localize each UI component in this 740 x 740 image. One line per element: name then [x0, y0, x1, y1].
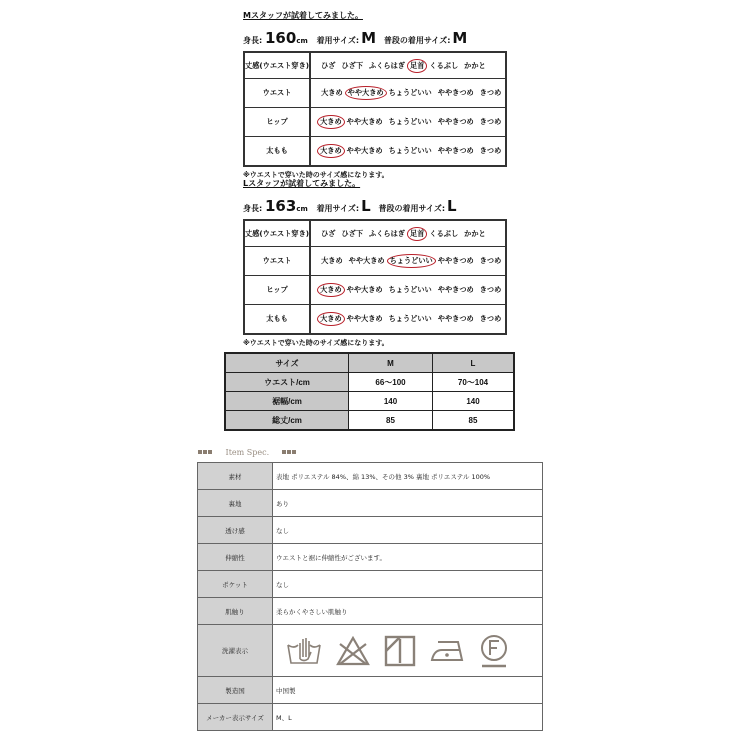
fit-row-label: ウエスト	[244, 79, 310, 108]
fit-row-label: 太もも	[244, 305, 310, 335]
staff-m-section	[243, 10, 502, 180]
spec-key: 製造国	[198, 677, 273, 704]
fit-option: ひざ下	[341, 228, 364, 238]
low-iron-icon	[430, 638, 464, 664]
height-label: 身長:	[243, 36, 263, 45]
fit-option: やや大きめ	[346, 146, 383, 155]
size-table	[224, 352, 515, 431]
table-row	[225, 373, 514, 392]
staff-m-fit-table	[243, 51, 507, 167]
square-ornament-icon	[203, 450, 207, 454]
fit-option: ひざ	[321, 228, 336, 238]
table-row	[244, 137, 506, 167]
fit-row-label: 丈感(ウエスト穿き)	[244, 220, 310, 247]
table-row	[244, 220, 506, 247]
table-row	[244, 276, 506, 305]
usual-size-label: 普段の着用サイズ:	[383, 36, 451, 45]
fit-option: きつめ	[479, 146, 502, 155]
staff-m-stats	[243, 28, 498, 48]
fit-option: ちょうどいい	[388, 285, 432, 294]
height-value: 163	[265, 197, 297, 215]
spec-key: 伸縮性	[198, 544, 273, 571]
table-row	[198, 490, 543, 517]
fit-options	[310, 79, 506, 108]
fit-option: かかと	[464, 60, 486, 70]
fit-option: ふくらはぎ	[369, 228, 405, 238]
spec-value: M、L	[273, 704, 543, 731]
fit-option: ちょうどいい	[388, 146, 432, 155]
staff-l-stats	[243, 196, 498, 216]
size-cell: 140	[433, 392, 515, 411]
fit-option-selected: 大きめ	[317, 144, 345, 158]
fit-option: くるぶし	[429, 228, 459, 238]
staff-m-heading: Mスタッフが試着してみました。	[243, 11, 363, 20]
staff-l-heading: Lスタッフが試着してみました。	[243, 179, 361, 188]
fit-options	[310, 247, 506, 276]
table-row	[244, 79, 506, 108]
spec-value: ウエストと裾に伸縮性がございます。	[273, 544, 543, 571]
fit-option: やや大きめ	[346, 285, 383, 294]
fit-options	[310, 305, 506, 335]
fit-option-selected: 大きめ	[317, 312, 345, 326]
table-row	[198, 704, 543, 731]
fit-option: ひざ	[321, 60, 336, 70]
line-dry-shade-icon	[384, 635, 416, 667]
spec-value: 表地 ポリエステル 84%、綿 13%、その他 3% 裏地 ポリエステル 100%	[273, 463, 543, 490]
care-icons-cell	[273, 625, 543, 677]
fit-option: やや大きめ	[346, 117, 383, 126]
size-table-header	[225, 353, 514, 373]
square-ornament-icon	[198, 450, 202, 454]
spec-value: なし	[273, 517, 543, 544]
table-row	[198, 598, 543, 625]
worn-size-label: 着用サイズ:	[316, 204, 360, 213]
fit-option: ややきつめ	[437, 117, 474, 126]
fit-options	[310, 137, 506, 167]
size-cell: 85	[433, 411, 515, 431]
usual-size: M	[452, 29, 468, 47]
item-spec-title	[198, 447, 297, 457]
dry-clean-f-icon	[478, 634, 510, 668]
size-header-cell: L	[433, 353, 515, 373]
table-row	[198, 677, 543, 704]
worn-size-label: 着用サイズ:	[316, 36, 360, 45]
fit-option: 大きめ	[321, 256, 343, 265]
fit-option: 大きめ	[321, 88, 343, 97]
fit-option: ひざ下	[341, 60, 364, 70]
spec-key: ポケット	[198, 571, 273, 598]
fit-option-selected: ちょうどいい	[387, 254, 436, 268]
staff-l-section	[243, 178, 502, 348]
table-row	[225, 411, 514, 431]
worn-size: M	[361, 29, 377, 47]
fit-option: きつめ	[479, 88, 502, 97]
table-row	[244, 52, 506, 79]
hand-wash-icon	[286, 635, 322, 667]
usual-size: L	[447, 197, 457, 215]
size-cell: 70〜104	[433, 373, 515, 392]
worn-size: L	[361, 197, 371, 215]
height-unit: cm	[296, 37, 308, 45]
fit-row-label: ヒップ	[244, 276, 310, 305]
table-row	[198, 517, 543, 544]
fit-row-label: 丈感(ウエスト穿き)	[244, 52, 310, 79]
spec-key: 裏地	[198, 490, 273, 517]
spec-value: あり	[273, 490, 543, 517]
spec-key: 肌触り	[198, 598, 273, 625]
size-cell: 66〜100	[349, 373, 433, 392]
fit-option: ややきつめ	[437, 146, 474, 155]
item-spec-label: Item Spec.	[225, 447, 270, 457]
height-label: 身長:	[243, 204, 263, 213]
fit-options	[310, 52, 506, 79]
size-cell: 85	[349, 411, 433, 431]
fit-option-selected: 足首	[407, 227, 427, 241]
item-spec-table	[197, 462, 543, 731]
fit-option: ややきつめ	[437, 285, 474, 294]
height-unit: cm	[296, 205, 308, 213]
size-header-cell: サイズ	[225, 353, 349, 373]
fit-option: きつめ	[479, 256, 502, 265]
size-row-label: 裾幅/cm	[225, 392, 349, 411]
fit-option: やや大きめ	[348, 256, 385, 265]
spec-key: 透け感	[198, 517, 273, 544]
size-row-label: 総丈/cm	[225, 411, 349, 431]
no-bleach-icon	[336, 636, 370, 666]
fit-option: きつめ	[479, 314, 502, 323]
table-row	[198, 463, 543, 490]
fit-option: ちょうどいい	[388, 117, 432, 126]
fit-option: ちょうどいい	[388, 88, 432, 97]
square-ornament-icon	[208, 450, 212, 454]
size-cell: 140	[349, 392, 433, 411]
size-header-cell: M	[349, 353, 433, 373]
table-row	[244, 108, 506, 137]
fit-row-label: ウエスト	[244, 247, 310, 276]
fit-option-selected: やや大きめ	[345, 86, 387, 100]
fit-option: くるぶし	[429, 60, 459, 70]
fit-option: ややきつめ	[437, 88, 474, 97]
square-ornament-icon	[292, 450, 296, 454]
table-row	[244, 305, 506, 335]
spec-value: 中国製	[273, 677, 543, 704]
square-ornament-icon	[287, 450, 291, 454]
table-row	[225, 392, 514, 411]
spec-value: 柔らかくやさしい肌触り	[273, 598, 543, 625]
spec-key: 洗濯表示	[198, 625, 273, 677]
square-ornament-icon	[282, 450, 286, 454]
table-row	[198, 571, 543, 598]
fit-options	[310, 108, 506, 137]
spec-value: なし	[273, 571, 543, 598]
fit-option: やや大きめ	[346, 314, 383, 323]
fit-options	[310, 276, 506, 305]
fit-option: ふくらはぎ	[369, 60, 405, 70]
spec-key: メーカー表示サイズ	[198, 704, 273, 731]
fit-row-label: 太もも	[244, 137, 310, 167]
table-row	[198, 625, 543, 677]
staff-m-note: ※ウエストで穿いた時のサイズ感になります。	[243, 171, 389, 179]
fit-option: きつめ	[479, 285, 502, 294]
fit-option: きつめ	[479, 117, 502, 126]
fit-option: かかと	[464, 228, 486, 238]
height-value: 160	[265, 29, 297, 47]
table-row	[244, 247, 506, 276]
table-row	[198, 544, 543, 571]
fit-row-label: ヒップ	[244, 108, 310, 137]
fit-option-selected: 大きめ	[317, 283, 345, 297]
staff-l-note: ※ウエストで穿いた時のサイズ感になります。	[243, 339, 389, 347]
fit-options	[310, 220, 506, 247]
staff-l-fit-table	[243, 219, 507, 335]
fit-option-selected: 足首	[407, 59, 427, 73]
usual-size-label: 普段の着用サイズ:	[378, 204, 446, 213]
fit-option: ちょうどいい	[388, 314, 432, 323]
fit-option: ややきつめ	[437, 256, 474, 265]
size-row-label: ウエスト/cm	[225, 373, 349, 392]
fit-option-selected: 大きめ	[317, 115, 345, 129]
spec-key: 素材	[198, 463, 273, 490]
fit-option: ややきつめ	[437, 314, 474, 323]
